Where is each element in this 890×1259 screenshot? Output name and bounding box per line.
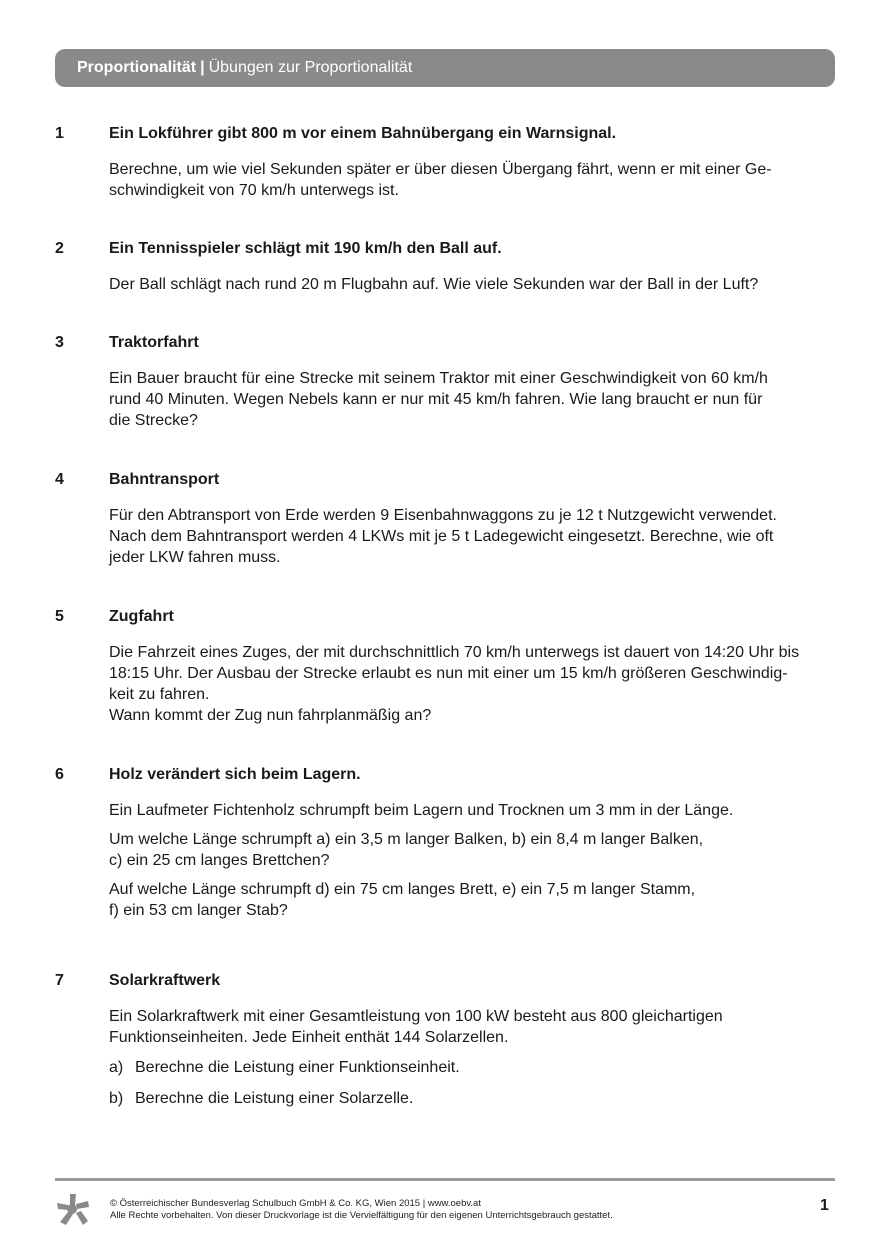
header-subtitle: Übungen zur Proportionalität (208, 59, 413, 76)
task-number: 6 (55, 766, 64, 783)
text-line: Ein Solarkraftwerk mit einer Gesamtleistung von 100 kW besteht aus 800 gleichartigen (109, 1008, 723, 1025)
task-text (109, 642, 839, 726)
task-number: 3 (55, 334, 64, 351)
page-number: 1 (820, 1197, 829, 1214)
header-bar (55, 49, 835, 87)
text-line: rund 40 Minuten. Wegen Nebels kann er nur mit 45 km/h fahren. Wie lang braucht er nun für (109, 391, 763, 408)
footer-copyright: © Österreichischer Bundesverlag Schulbuch GmbH & Co. KG, Wien 2015 | www.oebv.at (110, 1198, 481, 1209)
text-line: f) ein 53 cm langer Stab? (109, 902, 288, 919)
header-separator: | (200, 59, 205, 76)
text-line: schwindigkeit von 70 km/h unterwegs ist. (109, 182, 399, 199)
list-item-label: b) (109, 1090, 124, 1107)
footer-rights: Alle Rechte vorbehalten. Von dieser Druckvorlage ist die Vervielfältigung für den eigenen Unterrichtsgebrauch gestattet. (110, 1210, 613, 1221)
task-title: Holz verändert sich beim Lagern. (109, 766, 361, 783)
task-text (109, 368, 839, 431)
list-item-label: a) (109, 1059, 124, 1076)
task-text (109, 879, 839, 921)
task-number: 4 (55, 471, 64, 488)
task-title: Bahntransport (109, 471, 220, 488)
text-line: Für den Abtransport von Erde werden 9 Eisenbahnwaggons zu je 12 t Nutzgewicht verwendet. (109, 507, 777, 524)
task-text (109, 159, 839, 201)
text-line: keit zu fahren. (109, 686, 210, 703)
text-line: die Strecke? (109, 412, 198, 429)
text-line: c) ein 25 cm langes Brettchen? (109, 852, 330, 869)
text-line: Berechne, um wie viel Sekunden später er über diesen Übergang fährt, wenn er mit einer Ge- (109, 161, 772, 178)
task-number: 5 (55, 608, 64, 625)
task-text (109, 829, 839, 871)
footer-divider (55, 1178, 835, 1181)
footer-legal (110, 1198, 750, 1222)
task-number: 2 (55, 240, 64, 257)
list-item (109, 1088, 839, 1109)
text-line: Der Ball schlägt nach rund 20 m Flugbahn auf. Wie viele Sekunden war der Ball in der Luft? (109, 276, 759, 293)
text-line: Die Fahrzeit eines Zuges, der mit durchschnittlich 70 km/h unterwegs ist dauert von 14:20 Uhr bis (109, 644, 800, 661)
header-title: Proportionalität (77, 59, 197, 76)
task-title: Ein Tennisspieler schlägt mit 190 km/h den Ball auf. (109, 240, 502, 257)
text-line: Um welche Länge schrumpft a) ein 3,5 m langer Balken, b) ein 8,4 m langer Balken, (109, 831, 704, 848)
task-text (109, 1006, 839, 1048)
task-title: Zugfahrt (109, 608, 174, 625)
text-line: 18:15 Uhr. Der Ausbau der Strecke erlaubt es nun mit einer um 15 km/h größeren Geschwindig- (109, 665, 788, 682)
task-title: Solarkraftwerk (109, 972, 221, 989)
task-title: Ein Lokführer gibt 800 m vor einem Bahnübergang ein Warnsignal. (109, 125, 617, 142)
task-number: 7 (55, 972, 64, 989)
text-line: Nach dem Bahntransport werden 4 LKWs mit je 5 t Ladegewicht eingesetzt. Berechne, wie oft (109, 528, 774, 545)
text-line: Funktionseinheiten. Jede Einheit enthät 144 Solarzellen. (109, 1029, 509, 1046)
text-line: jeder LKW fahren muss. (109, 549, 281, 566)
oebv-star-logo-icon (55, 1192, 91, 1228)
task-number: 1 (55, 125, 64, 142)
task-title: Traktorfahrt (109, 334, 199, 351)
text-line: Wann kommt der Zug nun fahrplanmäßig an? (109, 707, 432, 724)
list-item-text: Berechne die Leistung einer Solarzelle. (135, 1090, 414, 1107)
task-text: Ein Laufmeter Fichtenholz schrumpft beim Lagern und Trocknen um 3 mm in der Länge. (109, 802, 734, 819)
task-text (109, 505, 839, 568)
task-text (109, 274, 839, 295)
text-line: Ein Bauer braucht für eine Strecke mit seinem Traktor mit einer Geschwindigkeit von 60 km/h (109, 370, 768, 387)
list-item (109, 1057, 839, 1078)
text-line: Auf welche Länge schrumpft d) ein 75 cm langes Brett, e) ein 7,5 m langer Stamm, (109, 881, 696, 898)
list-item-text: Berechne die Leistung einer Funktionseinheit. (135, 1059, 460, 1076)
